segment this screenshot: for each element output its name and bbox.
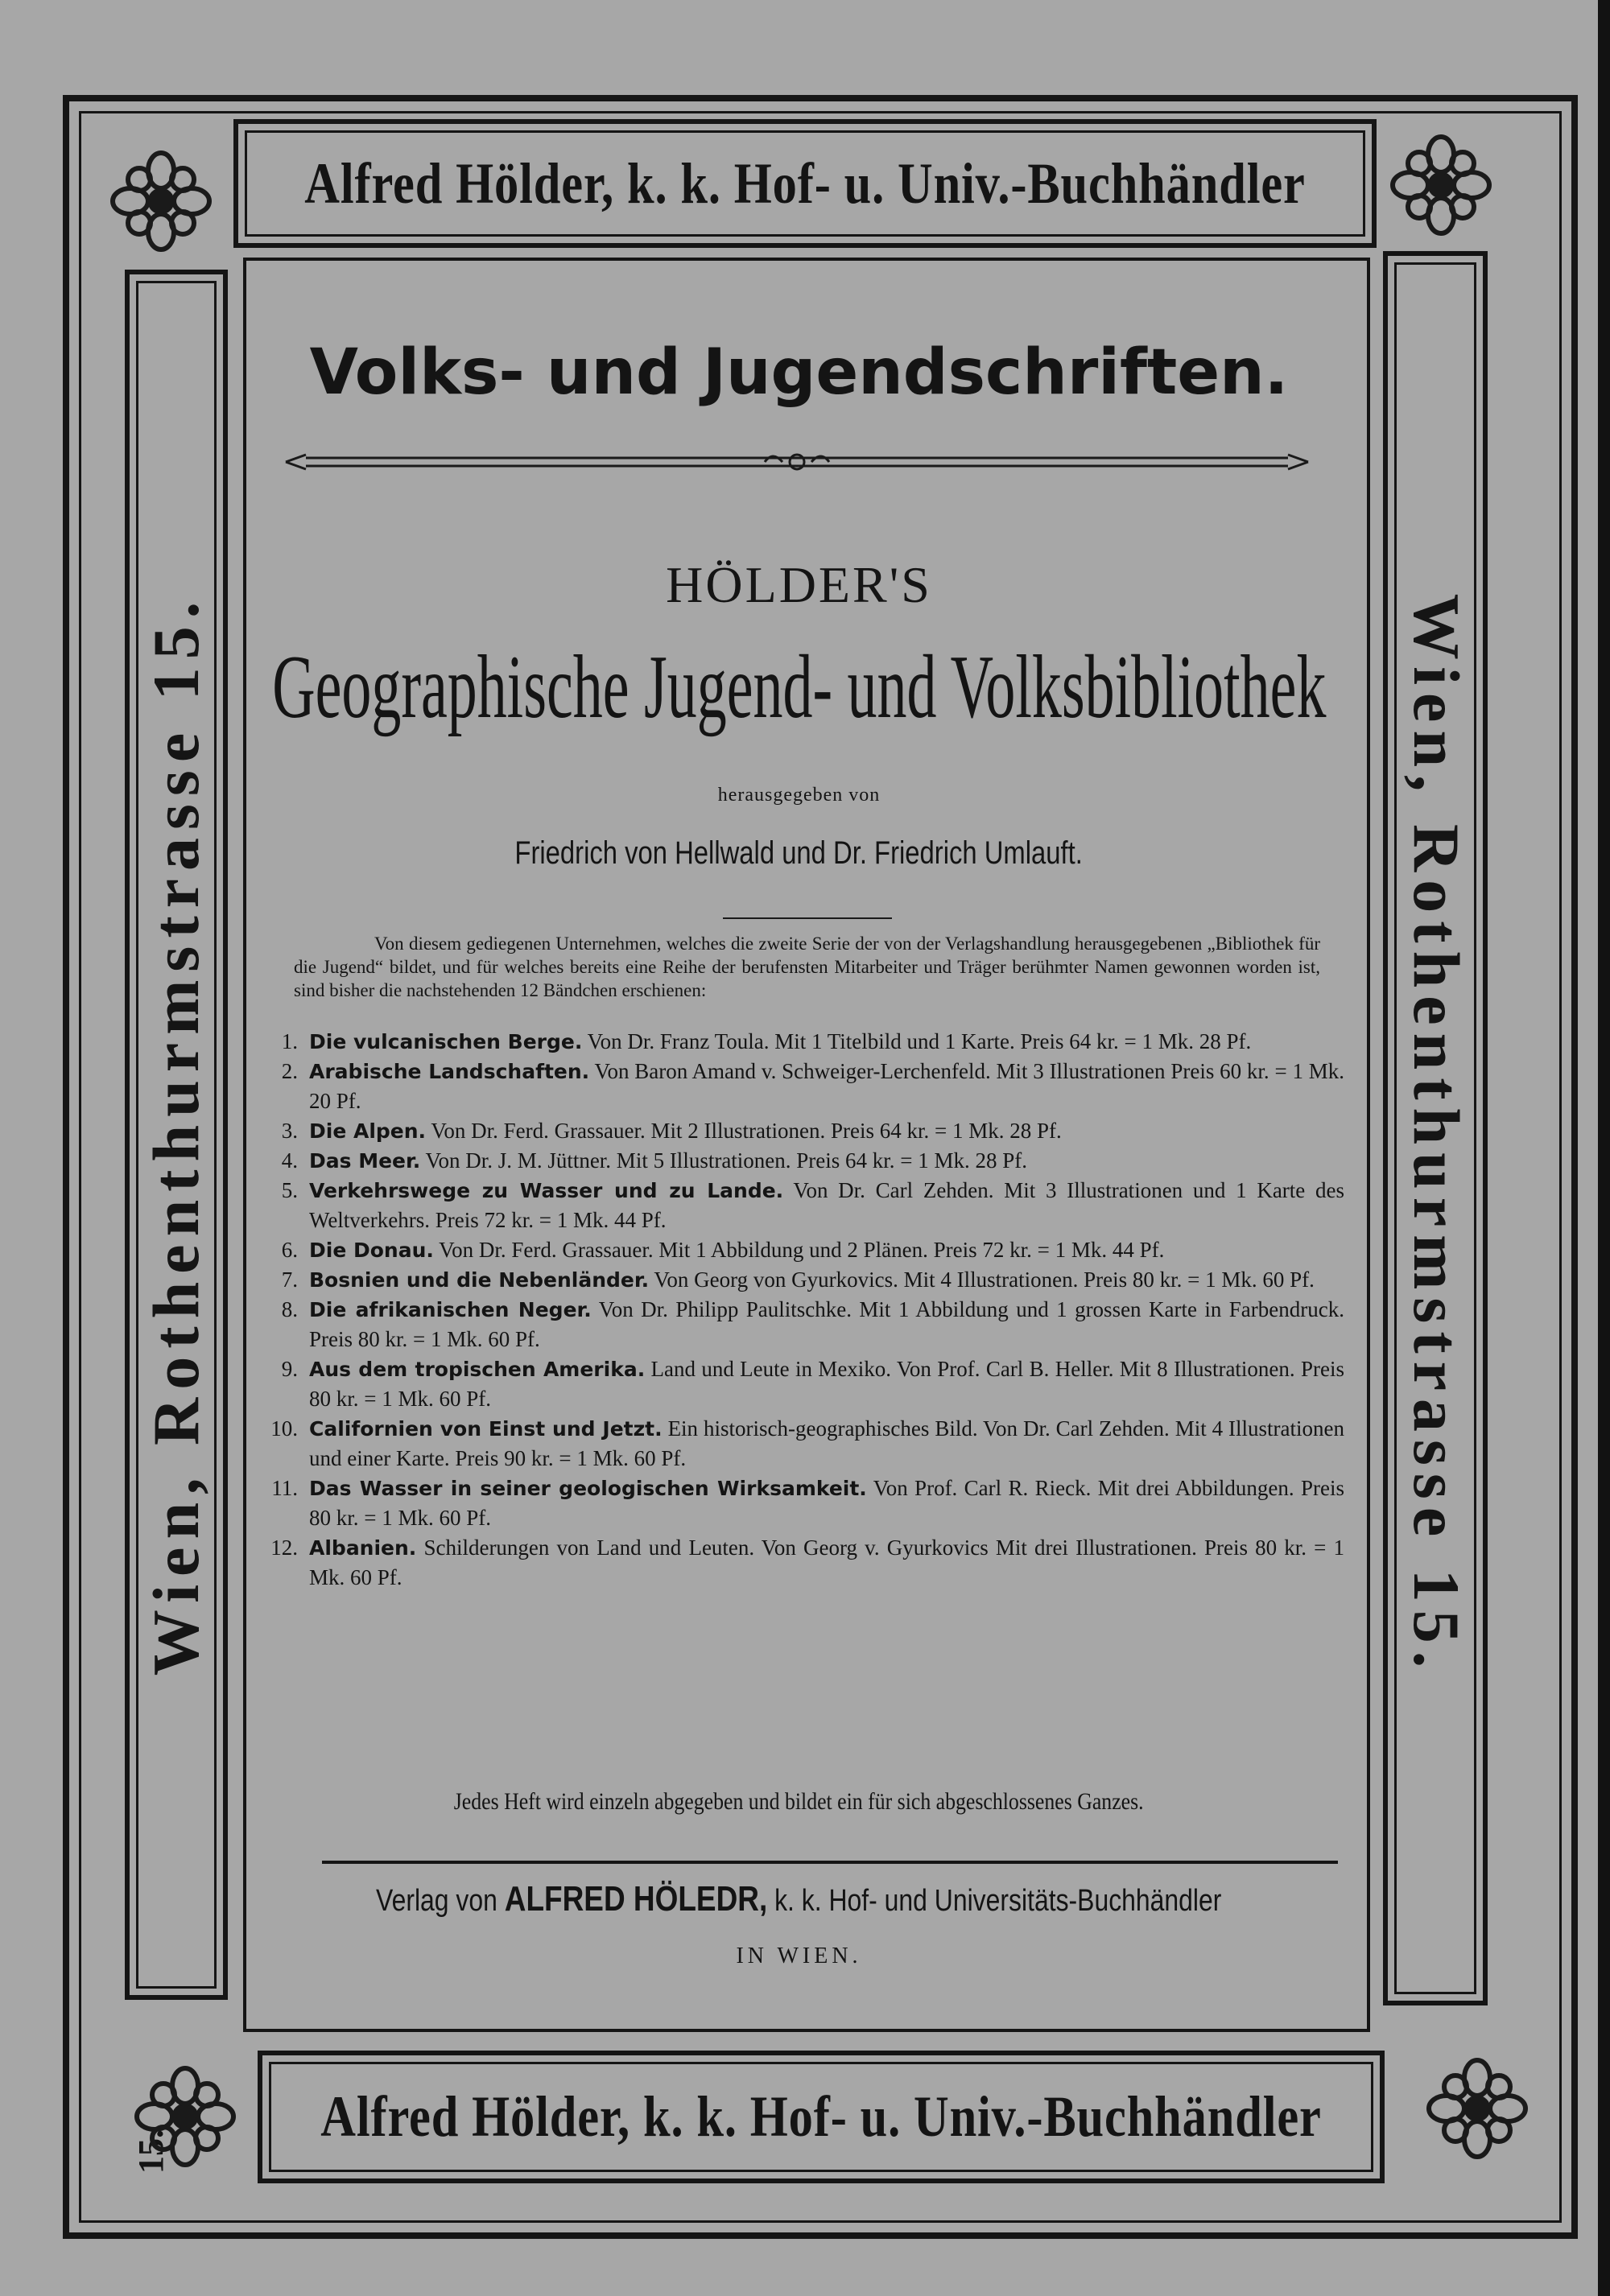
imprint-line	[0, 1879, 1598, 1919]
rosette-ornament-icon	[1421, 2052, 1534, 2165]
editors-line: Friedrich von Hellwald und Dr. Friedrich Umlauft.	[514, 835, 1084, 871]
right-side-address: Wien, Rothenthurmstrasse 15.	[1400, 593, 1473, 1676]
ornamental-rule-icon	[282, 447, 1312, 479]
series-title: Geographische Jugend- und Volksbibliothek	[271, 637, 1327, 737]
corner-number: 15.	[131, 2129, 171, 2174]
top-banner-text: Alfred Hölder, k. k. Hof- u. Univ.-Buchhändler	[304, 150, 1306, 216]
list-item: 7. Bosnien und die Nebenländer. Von Georg von Gyurkovics. Mit 4 Illustrationen. Preis 80 kr. = 1 Mk. 60 Pf.	[281, 1268, 1315, 1292]
list-item: 2. Arabische Landschaften. Von Baron Amand v. Schweiger-Lerchenfeld. Mit 3 Illustrationen Preis 60 kr. = 1 Mk. 20 Pf.	[281, 1059, 1345, 1113]
page-heading: Volks- und Jugendschriften.	[309, 336, 1289, 409]
list-item: 9. Aus dem tropischen Amerika. Land und Leute in Mexiko. Von Prof. Carl B. Heller. Mit 8 Illustrationen. Preis 80 kr. = 1 Mk. 60 Pf.	[281, 1357, 1344, 1411]
closing-note: Jedes Heft wird einzeln abgegeben und bildet ein für sich abgeschlossenes Ganzes.	[454, 1788, 1144, 1815]
rosette-ornament-icon	[105, 145, 217, 258]
list-item: 8. Die afrikanischen Neger. Von Dr. Philipp Paulitschke. Mit 1 Abbildung und 1 grossen Karte in Farbendruck. Preis 80 kr. = 1 Mk. 60 Pf.	[281, 1297, 1344, 1351]
list-item: 3. Die Alpen. Von Dr. Ferd. Grassauer. Mit 2 Illustrationen. Preis 64 kr. = 1 Mk. 28 Pf.	[281, 1119, 1062, 1143]
imprint-prefix: Verlag von	[376, 1884, 498, 1918]
imprint-divider	[322, 1861, 1338, 1864]
list-item: 5. Verkehrswege zu Wasser und zu Lande. Von Dr. Carl Zehden. Mit 3 Illustrationen und 1 Karte des Weltverkehrs. Preis 72 kr. = 1 Mk. 44 Pf.	[281, 1178, 1344, 1232]
page-edge	[1598, 0, 1610, 2296]
short-divider	[723, 917, 892, 919]
list-item: 11. Das Wasser in seiner geologischen Wirksamkeit. Von Prof. Carl R. Rieck. Mit drei Abbildungen. Preis 80 kr. = 1 Mk. 60 Pf.	[271, 1476, 1344, 1530]
list-item: 10. Californien von Einst und Jetzt. Ein historisch-geographisches Bild. Von Dr. Carl Zehden. Mit 4 Illustrationen und einer Karte. Preis 90 kr. = 1 Mk. 60 Pf.	[270, 1416, 1345, 1470]
list-item: 4. Das Meer. Von Dr. J. M. Jüttner. Mit 5 Illustrationen. Preis 64 kr. = 1 Mk. 28 Pf.	[281, 1148, 1028, 1173]
publisher-name: HÖLDER'S	[666, 556, 932, 613]
bottom-banner-text: Alfred Hölder, k. k. Hof- u. Univ.-Buchhändler	[320, 2084, 1322, 2149]
edited-by-label: herausgegeben von	[717, 785, 881, 806]
left-side-address: Wien, Rothenthurmstrasse 15.	[139, 593, 213, 1676]
rosette-ornament-icon	[1385, 129, 1497, 241]
bottom-banner-frame	[258, 2051, 1385, 2183]
list-item: 6. Die Donau. Von Dr. Ferd. Grassauer. Mit 1 Abbildung und 2 Plänen. Preis 72 kr. = 1 Mk. 44 Pf.	[281, 1238, 1165, 1262]
list-item: 12. Albanien. Schilderungen von Land und Leuten. Von Georg v. Gyurkovics Mit drei Illustrationen. Preis 80 kr. = 1 Mk. 60 Pf.	[270, 1535, 1344, 1589]
list-item: 1. Die vulcanischen Berge. Von Dr. Franz Toula. Mit 1 Titelbild und 1 Karte. Preis 64 kr. = 1 Mk. 28 Pf.	[281, 1029, 1252, 1053]
volume-list	[270, 1027, 1345, 1593]
rosette-ornament-icon	[129, 2060, 242, 2173]
imprint-city: IN WIEN.	[736, 1944, 862, 1968]
imprint-suffix: k. k. Hof- und Universitäts-Buchhändler	[774, 1884, 1222, 1918]
top-banner-frame	[233, 119, 1377, 248]
imprint-name: ALFRED HÖLEDR,	[505, 1879, 768, 1919]
intro-paragraph: Von diesem gediegenen Unternehmen, welches die zweite Serie der von der Verlagshandlung herausgegebenen „Bibliothek für die Jugend“ bildet, und für welches bereits eine Reihe der berufensten Mitarbeiter und Träger berühmter Namen gewonnen worden ist, sind bisher die nachstehenden 12 Bändchen erschienen:	[294, 934, 1320, 1000]
